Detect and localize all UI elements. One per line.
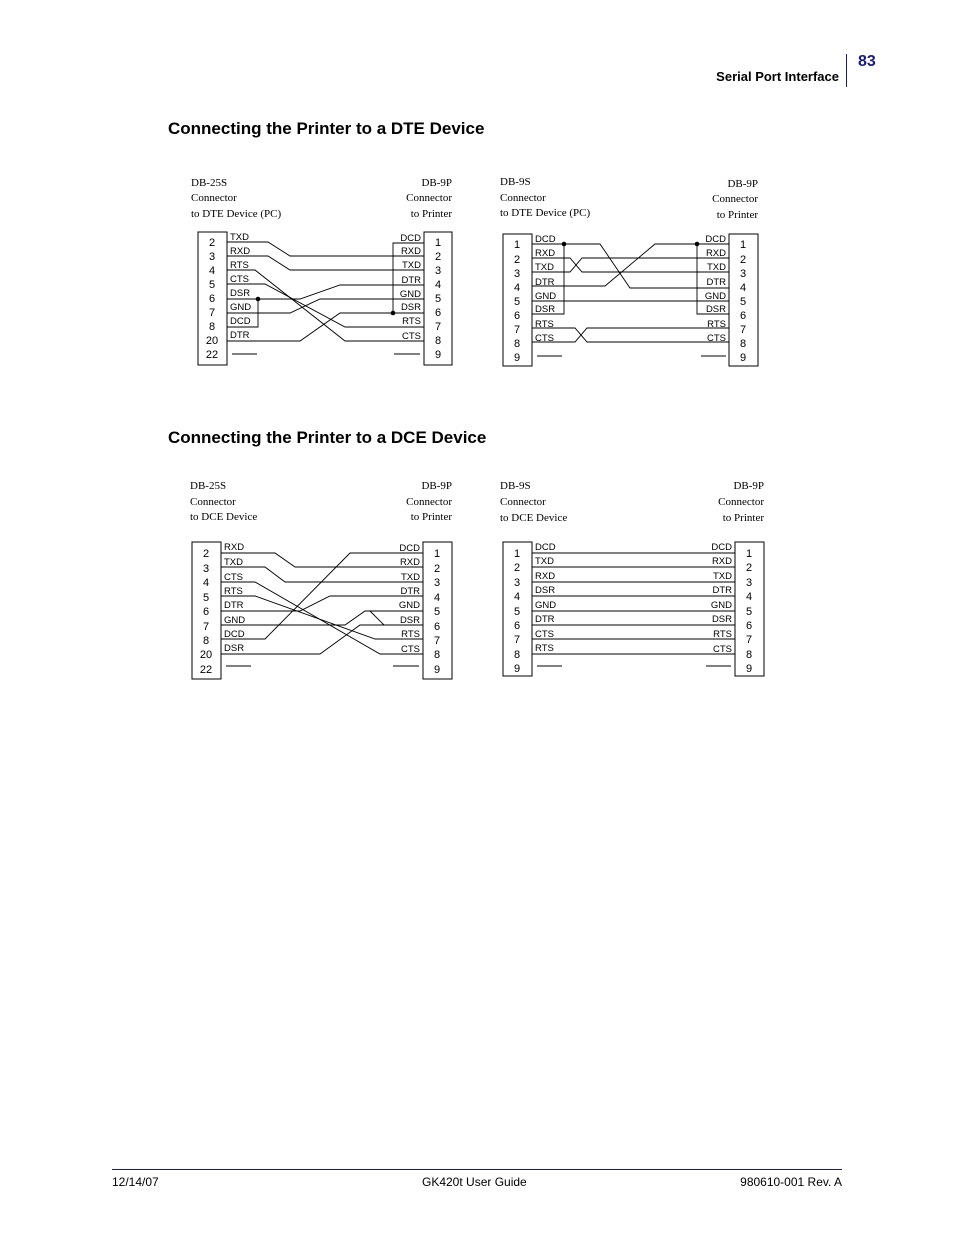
signal-label: TXD bbox=[230, 232, 249, 243]
pin-number: 7 bbox=[739, 324, 747, 336]
signal-label: DCD bbox=[400, 233, 421, 244]
pin-number: 3 bbox=[513, 268, 521, 280]
pin-number: 7 bbox=[434, 321, 442, 333]
pin-number: 3 bbox=[434, 265, 442, 277]
signal-label: DTR bbox=[401, 275, 421, 286]
dce-db9-left-label-2: Connector bbox=[500, 496, 546, 508]
pin-number: 1 bbox=[513, 548, 521, 560]
pin-number: 4 bbox=[745, 591, 753, 603]
pin-number: 5 bbox=[513, 606, 521, 618]
pin-number: 2 bbox=[208, 237, 216, 249]
signal-label: TXD bbox=[402, 260, 421, 271]
dce-db25-left-connector bbox=[192, 542, 221, 679]
signal-label: CTS bbox=[224, 572, 243, 583]
pin-number: 8 bbox=[202, 635, 210, 647]
signal-label: RXD bbox=[535, 248, 556, 259]
header-section-title: Serial Port Interface bbox=[716, 69, 839, 84]
pin-number: 8 bbox=[433, 649, 441, 661]
dte-heading: Connecting the Printer to a DTE Device bbox=[168, 119, 485, 138]
pin-number: 5 bbox=[202, 592, 210, 604]
signal-label: DSR bbox=[535, 585, 556, 596]
signal-label: RXD bbox=[400, 246, 421, 257]
header-divider bbox=[846, 54, 847, 87]
pin-number: 8 bbox=[745, 649, 753, 661]
dce-db25-right-label-2: Connector bbox=[406, 496, 452, 508]
pin-number: 8 bbox=[513, 338, 521, 350]
signal-label: RXD bbox=[399, 557, 420, 568]
dce-db9-left-connector bbox=[503, 542, 532, 676]
dte-db9-left-label-3: to DTE Device (PC) bbox=[500, 207, 591, 219]
pin-number: 2 bbox=[739, 254, 747, 266]
signal-label: TXD bbox=[401, 572, 420, 583]
signal-label: CTS bbox=[707, 333, 726, 344]
signal-label: DTR bbox=[712, 585, 732, 596]
pin-number: 7 bbox=[745, 634, 753, 646]
signal-label: RTS bbox=[535, 319, 554, 330]
signal-label: TXD bbox=[707, 262, 726, 273]
pin-number: 2 bbox=[433, 563, 441, 575]
signal-label: TXD bbox=[224, 557, 243, 568]
dte-db25-left-label-1: DB-25S bbox=[191, 177, 228, 189]
pin-number: 5 bbox=[739, 296, 747, 308]
footer-title: GK420t User Guide bbox=[422, 1175, 527, 1189]
dce-db25-left-label-2: Connector bbox=[190, 496, 236, 508]
signal-label: DCD bbox=[224, 629, 245, 640]
signal-label: RTS bbox=[402, 316, 421, 327]
pin-number: 7 bbox=[513, 324, 521, 336]
dte-db25-left-connector bbox=[198, 232, 227, 365]
signal-label: RXD bbox=[705, 248, 726, 259]
dce-db25-right-label-3: to Printer bbox=[410, 511, 452, 523]
pin-number: 4 bbox=[434, 279, 442, 291]
pin-number: 7 bbox=[208, 307, 216, 319]
dce-db25-right-label-1: DB-9P bbox=[421, 480, 452, 492]
pin-number: 4 bbox=[513, 591, 521, 603]
footer-revision: 980610-001 Rev. A bbox=[740, 1175, 842, 1189]
pin-number: 4 bbox=[202, 577, 210, 589]
signal-label: RTS bbox=[535, 643, 554, 654]
signal-label: RTS bbox=[224, 586, 243, 597]
pin-number: 9 bbox=[739, 352, 747, 364]
dce-db9-left-label-3: to DCE Device bbox=[500, 512, 568, 524]
signal-label: GND bbox=[224, 615, 246, 626]
signal-label: DTR bbox=[224, 600, 244, 611]
signal-label: DSR bbox=[400, 302, 421, 313]
dce-db9-right-label-1: DB-9P bbox=[733, 480, 764, 492]
pin-number: 4 bbox=[739, 282, 747, 294]
pin-number: 4 bbox=[433, 592, 441, 604]
pin-number: 3 bbox=[739, 268, 747, 280]
signal-label: DCD bbox=[535, 542, 556, 553]
pin-number: 3 bbox=[208, 251, 216, 263]
pin-number: 8 bbox=[513, 649, 521, 661]
footer-divider bbox=[112, 1169, 842, 1170]
signal-label: CTS bbox=[713, 644, 732, 655]
pin-number: 1 bbox=[745, 548, 753, 560]
signal-label: RTS bbox=[707, 319, 726, 330]
pin-number: 6 bbox=[513, 310, 521, 322]
signal-label: CTS bbox=[535, 629, 554, 640]
dte-db9-left-connector bbox=[503, 234, 532, 366]
pin-number: 5 bbox=[513, 296, 521, 308]
pin-number: 8 bbox=[434, 335, 442, 347]
pin-number: 6 bbox=[202, 606, 210, 618]
dce-db25-diagram bbox=[190, 480, 452, 679]
signal-label: GND bbox=[535, 291, 557, 302]
signal-label: GND bbox=[704, 291, 726, 302]
pin-number: 20 bbox=[205, 335, 219, 347]
dte-db25-left-label-2: Connector bbox=[191, 192, 237, 204]
pin-number: 3 bbox=[433, 577, 441, 589]
pin-number: 6 bbox=[513, 620, 521, 632]
pin-number: 3 bbox=[745, 577, 753, 589]
dte-db25-right-label-1: DB-9P bbox=[421, 177, 452, 189]
dce-db9-diagram bbox=[500, 480, 764, 676]
signal-label: GND bbox=[398, 600, 420, 611]
pin-number: 22 bbox=[199, 664, 213, 676]
signal-label: DCD bbox=[711, 542, 732, 553]
pin-number: 6 bbox=[433, 621, 441, 633]
signal-label: RTS bbox=[401, 629, 420, 640]
signal-label: DTR bbox=[400, 586, 420, 597]
signal-label: GND bbox=[535, 600, 557, 611]
dte-db25-right-label-2: Connector bbox=[406, 192, 452, 204]
pin-number: 9 bbox=[513, 663, 521, 675]
pin-number: 22 bbox=[205, 349, 219, 361]
signal-label: DSR bbox=[535, 304, 556, 315]
pin-number: 5 bbox=[434, 293, 442, 305]
page-number: 83 bbox=[858, 53, 876, 70]
dce-db9-right-label-3: to Printer bbox=[722, 512, 764, 524]
signal-label: RTS bbox=[230, 260, 249, 271]
dce-db25-wires bbox=[221, 553, 423, 666]
pin-number: 7 bbox=[202, 621, 210, 633]
pin-number: 8 bbox=[739, 338, 747, 350]
pin-number: 9 bbox=[433, 664, 441, 676]
signal-label: DTR bbox=[535, 614, 555, 625]
signal-label: DSR bbox=[224, 643, 245, 654]
dte-db9-left-label-1: DB-9S bbox=[500, 176, 531, 188]
signal-label: GND bbox=[710, 600, 732, 611]
signal-label: CTS bbox=[230, 274, 249, 285]
dte-db9-left-label-2: Connector bbox=[500, 192, 546, 204]
pin-number: 2 bbox=[434, 251, 442, 263]
dte-db9-right-label-2: Connector bbox=[712, 193, 758, 205]
signal-label: CTS bbox=[402, 331, 421, 342]
signal-label: TXD bbox=[535, 556, 554, 567]
pin-number: 1 bbox=[513, 239, 521, 251]
signal-label: DSR bbox=[230, 288, 251, 299]
dte-db9-right-label-3: to Printer bbox=[716, 209, 758, 221]
dte-db25-right-connector bbox=[424, 232, 452, 365]
signal-label: DSR bbox=[705, 304, 726, 315]
pin-number: 2 bbox=[202, 548, 210, 560]
signal-label: CTS bbox=[401, 644, 420, 655]
dce-heading: Connecting the Printer to a DCE Device bbox=[168, 428, 487, 447]
dce-db25-left-label-3: to DCE Device bbox=[190, 511, 258, 523]
dte-db9-right-label-1: DB-9P bbox=[727, 178, 758, 190]
signal-label: DSR bbox=[399, 615, 420, 626]
signal-label: DCD bbox=[230, 316, 251, 327]
signal-label: RXD bbox=[230, 246, 251, 257]
signal-label: TXD bbox=[713, 571, 732, 582]
pin-number: 1 bbox=[739, 239, 747, 251]
dte-db25-right-label-3: to Printer bbox=[410, 208, 452, 220]
pin-number: 2 bbox=[745, 562, 753, 574]
pin-number: 5 bbox=[208, 279, 216, 291]
dte-db25-left-label-3: to DTE Device (PC) bbox=[191, 208, 282, 220]
signal-label: DCD bbox=[535, 234, 556, 245]
pin-number: 9 bbox=[745, 663, 753, 675]
pin-number: 6 bbox=[745, 620, 753, 632]
dce-db25-left-label-1: DB-25S bbox=[190, 480, 227, 492]
signal-label: RXD bbox=[224, 542, 245, 553]
signal-label: GND bbox=[230, 302, 252, 313]
dte-db9-right-connector bbox=[729, 234, 758, 366]
pin-number: 7 bbox=[513, 634, 521, 646]
pin-number: 5 bbox=[745, 606, 753, 618]
pin-number: 4 bbox=[208, 265, 216, 277]
dce-db9-right-connector bbox=[735, 542, 764, 676]
pin-number: 6 bbox=[208, 293, 216, 305]
pin-number: 2 bbox=[513, 254, 521, 266]
pin-number: 7 bbox=[433, 635, 441, 647]
pin-number: 4 bbox=[513, 282, 521, 294]
dce-db25-right-connector bbox=[423, 542, 452, 679]
pin-number: 6 bbox=[434, 307, 442, 319]
pin-number: 9 bbox=[513, 352, 521, 364]
signal-label: DTR bbox=[230, 330, 250, 341]
signal-label: DCD bbox=[705, 234, 726, 245]
dce-db9-left-label-1: DB-9S bbox=[500, 480, 531, 492]
dce-db9-right-label-2: Connector bbox=[718, 496, 764, 508]
signal-label: GND bbox=[399, 289, 421, 300]
signal-label: DCD bbox=[399, 543, 420, 554]
pin-number: 3 bbox=[202, 563, 210, 575]
dte-db25-wires bbox=[227, 242, 424, 354]
pin-number: 1 bbox=[433, 548, 441, 560]
signal-label: DTR bbox=[535, 277, 555, 288]
signal-label: DTR bbox=[706, 277, 726, 288]
dte-db9-diagram bbox=[500, 176, 758, 366]
signal-label: RXD bbox=[535, 571, 556, 582]
signal-label: RTS bbox=[713, 629, 732, 640]
pin-number: 1 bbox=[434, 237, 442, 249]
footer-date: 12/14/07 bbox=[112, 1175, 159, 1189]
pin-number: 5 bbox=[433, 606, 441, 618]
signal-label: DSR bbox=[711, 614, 732, 625]
pin-number: 2 bbox=[513, 562, 521, 574]
signal-label: RXD bbox=[711, 556, 732, 567]
pin-number: 20 bbox=[199, 649, 213, 661]
dte-db25-diagram bbox=[191, 177, 452, 365]
pin-number: 8 bbox=[208, 321, 216, 333]
dce-db9-wires bbox=[532, 553, 735, 666]
signal-label: TXD bbox=[535, 262, 554, 273]
dte-db9-wires bbox=[532, 244, 729, 356]
pin-number: 9 bbox=[434, 349, 442, 361]
signal-label: CTS bbox=[535, 333, 554, 344]
pin-number: 3 bbox=[513, 577, 521, 589]
pin-number: 6 bbox=[739, 310, 747, 322]
